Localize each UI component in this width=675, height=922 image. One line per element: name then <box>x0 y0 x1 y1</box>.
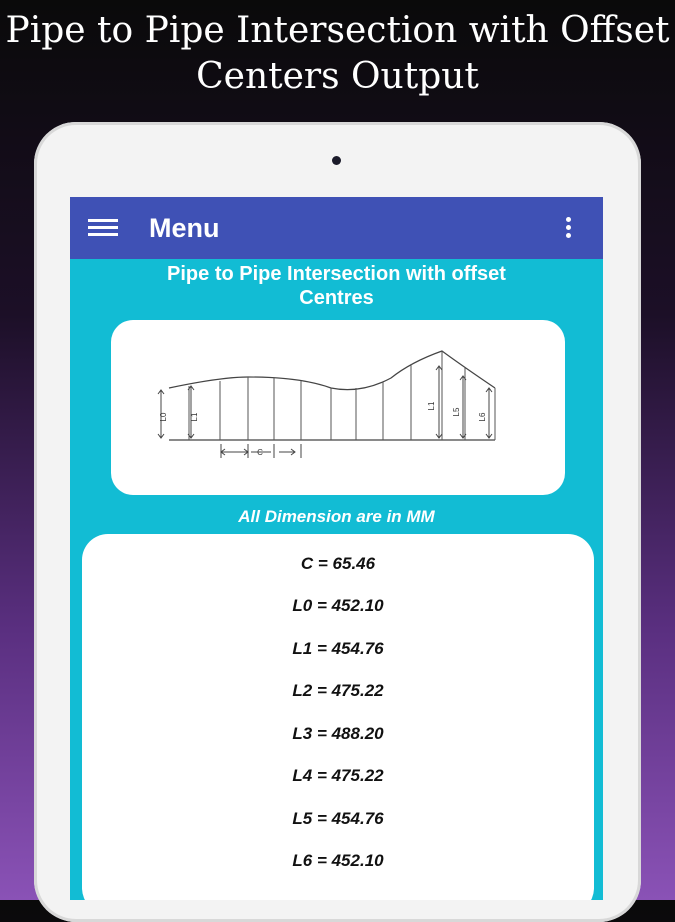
more-vert-icon[interactable] <box>566 217 572 239</box>
label-right-inner: L1 <box>427 401 436 411</box>
app-bar-title: Menu <box>149 213 220 243</box>
app-bar <box>70 197 603 259</box>
promo-title-line-2: Centers Output <box>196 56 479 97</box>
pipe-template-diagram <box>111 320 565 495</box>
result-l2: L2 = 475.22 <box>292 681 384 700</box>
page-heading-line-2: Centres <box>299 287 374 309</box>
result-l1: L1 = 454.76 <box>292 639 384 658</box>
result-l5: L5 = 454.76 <box>292 809 384 828</box>
results-card <box>82 534 594 900</box>
promo-title <box>0 8 675 100</box>
promo-title-line-1: Pipe to Pipe Intersection with Offset <box>5 10 670 51</box>
camera-icon <box>332 156 341 165</box>
result-l4: L4 = 475.22 <box>292 766 384 785</box>
unit-note: All Dimension are in MM <box>238 507 435 526</box>
profile-curve <box>169 351 495 390</box>
page-heading-line-1: Pipe to Pipe Intersection with offset <box>167 263 506 285</box>
label-spacing: C <box>257 448 263 457</box>
label-right-middle: L5 <box>452 407 461 417</box>
label-right-outer: L6 <box>478 412 487 422</box>
ordinate-lines <box>189 351 495 440</box>
app-screen <box>70 197 603 900</box>
label-left-outer: L0 <box>159 412 168 422</box>
result-c: C = 65.46 <box>300 554 376 573</box>
result-l3: L3 = 488.20 <box>292 724 384 743</box>
result-l6: L6 = 452.10 <box>292 851 384 870</box>
label-left-inner: L1 <box>190 412 199 422</box>
result-l0: L0 = 452.10 <box>292 596 384 615</box>
hamburger-menu-icon[interactable] <box>88 219 118 237</box>
page-heading <box>90 262 583 310</box>
diagram-card <box>111 320 565 495</box>
right-dimension-arrows <box>436 366 492 438</box>
